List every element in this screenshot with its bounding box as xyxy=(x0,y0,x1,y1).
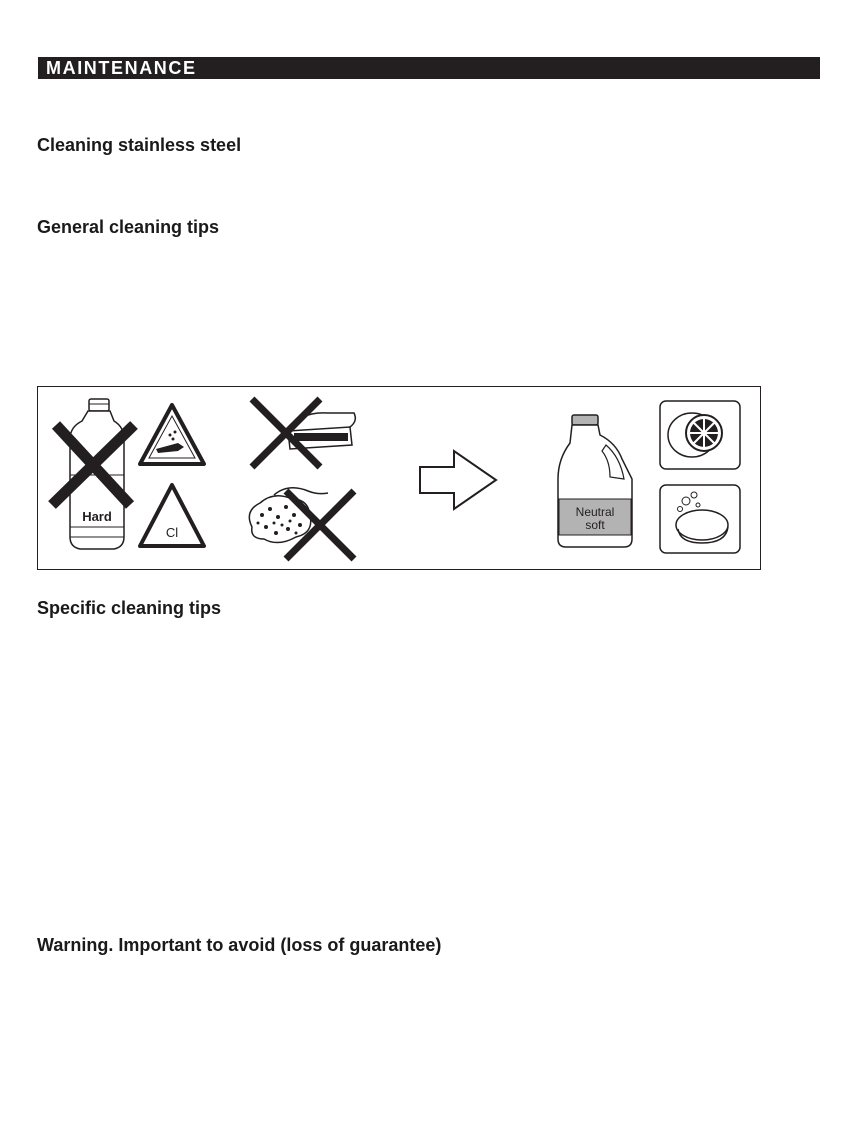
neutral-label: Neutral xyxy=(575,505,615,519)
heading-specific-cleaning-tips: Specific cleaning tips xyxy=(37,598,222,618)
arrow-right-icon xyxy=(420,451,496,509)
corrosive-warning-icon xyxy=(140,405,204,464)
page-title: MAINTENANCE xyxy=(46,58,197,78)
soap-icon xyxy=(660,485,740,553)
maintenance-banner xyxy=(38,57,820,79)
cleaning-illustration xyxy=(37,386,761,570)
cl-label: Cl xyxy=(165,525,179,540)
soft-label: soft xyxy=(585,518,605,532)
heading-cleaning-stainless-steel: Cleaning stainless steel xyxy=(37,135,242,155)
chlorine-warning-icon xyxy=(140,485,204,546)
neutral-detergent-bottle-icon xyxy=(558,415,632,547)
heading-warning: Warning. Important to avoid (loss of guarantee) xyxy=(37,935,442,955)
heading-general-cleaning-tips: General cleaning tips xyxy=(37,217,220,237)
hard-label: Hard xyxy=(82,509,112,524)
lemon-icon xyxy=(660,401,740,469)
